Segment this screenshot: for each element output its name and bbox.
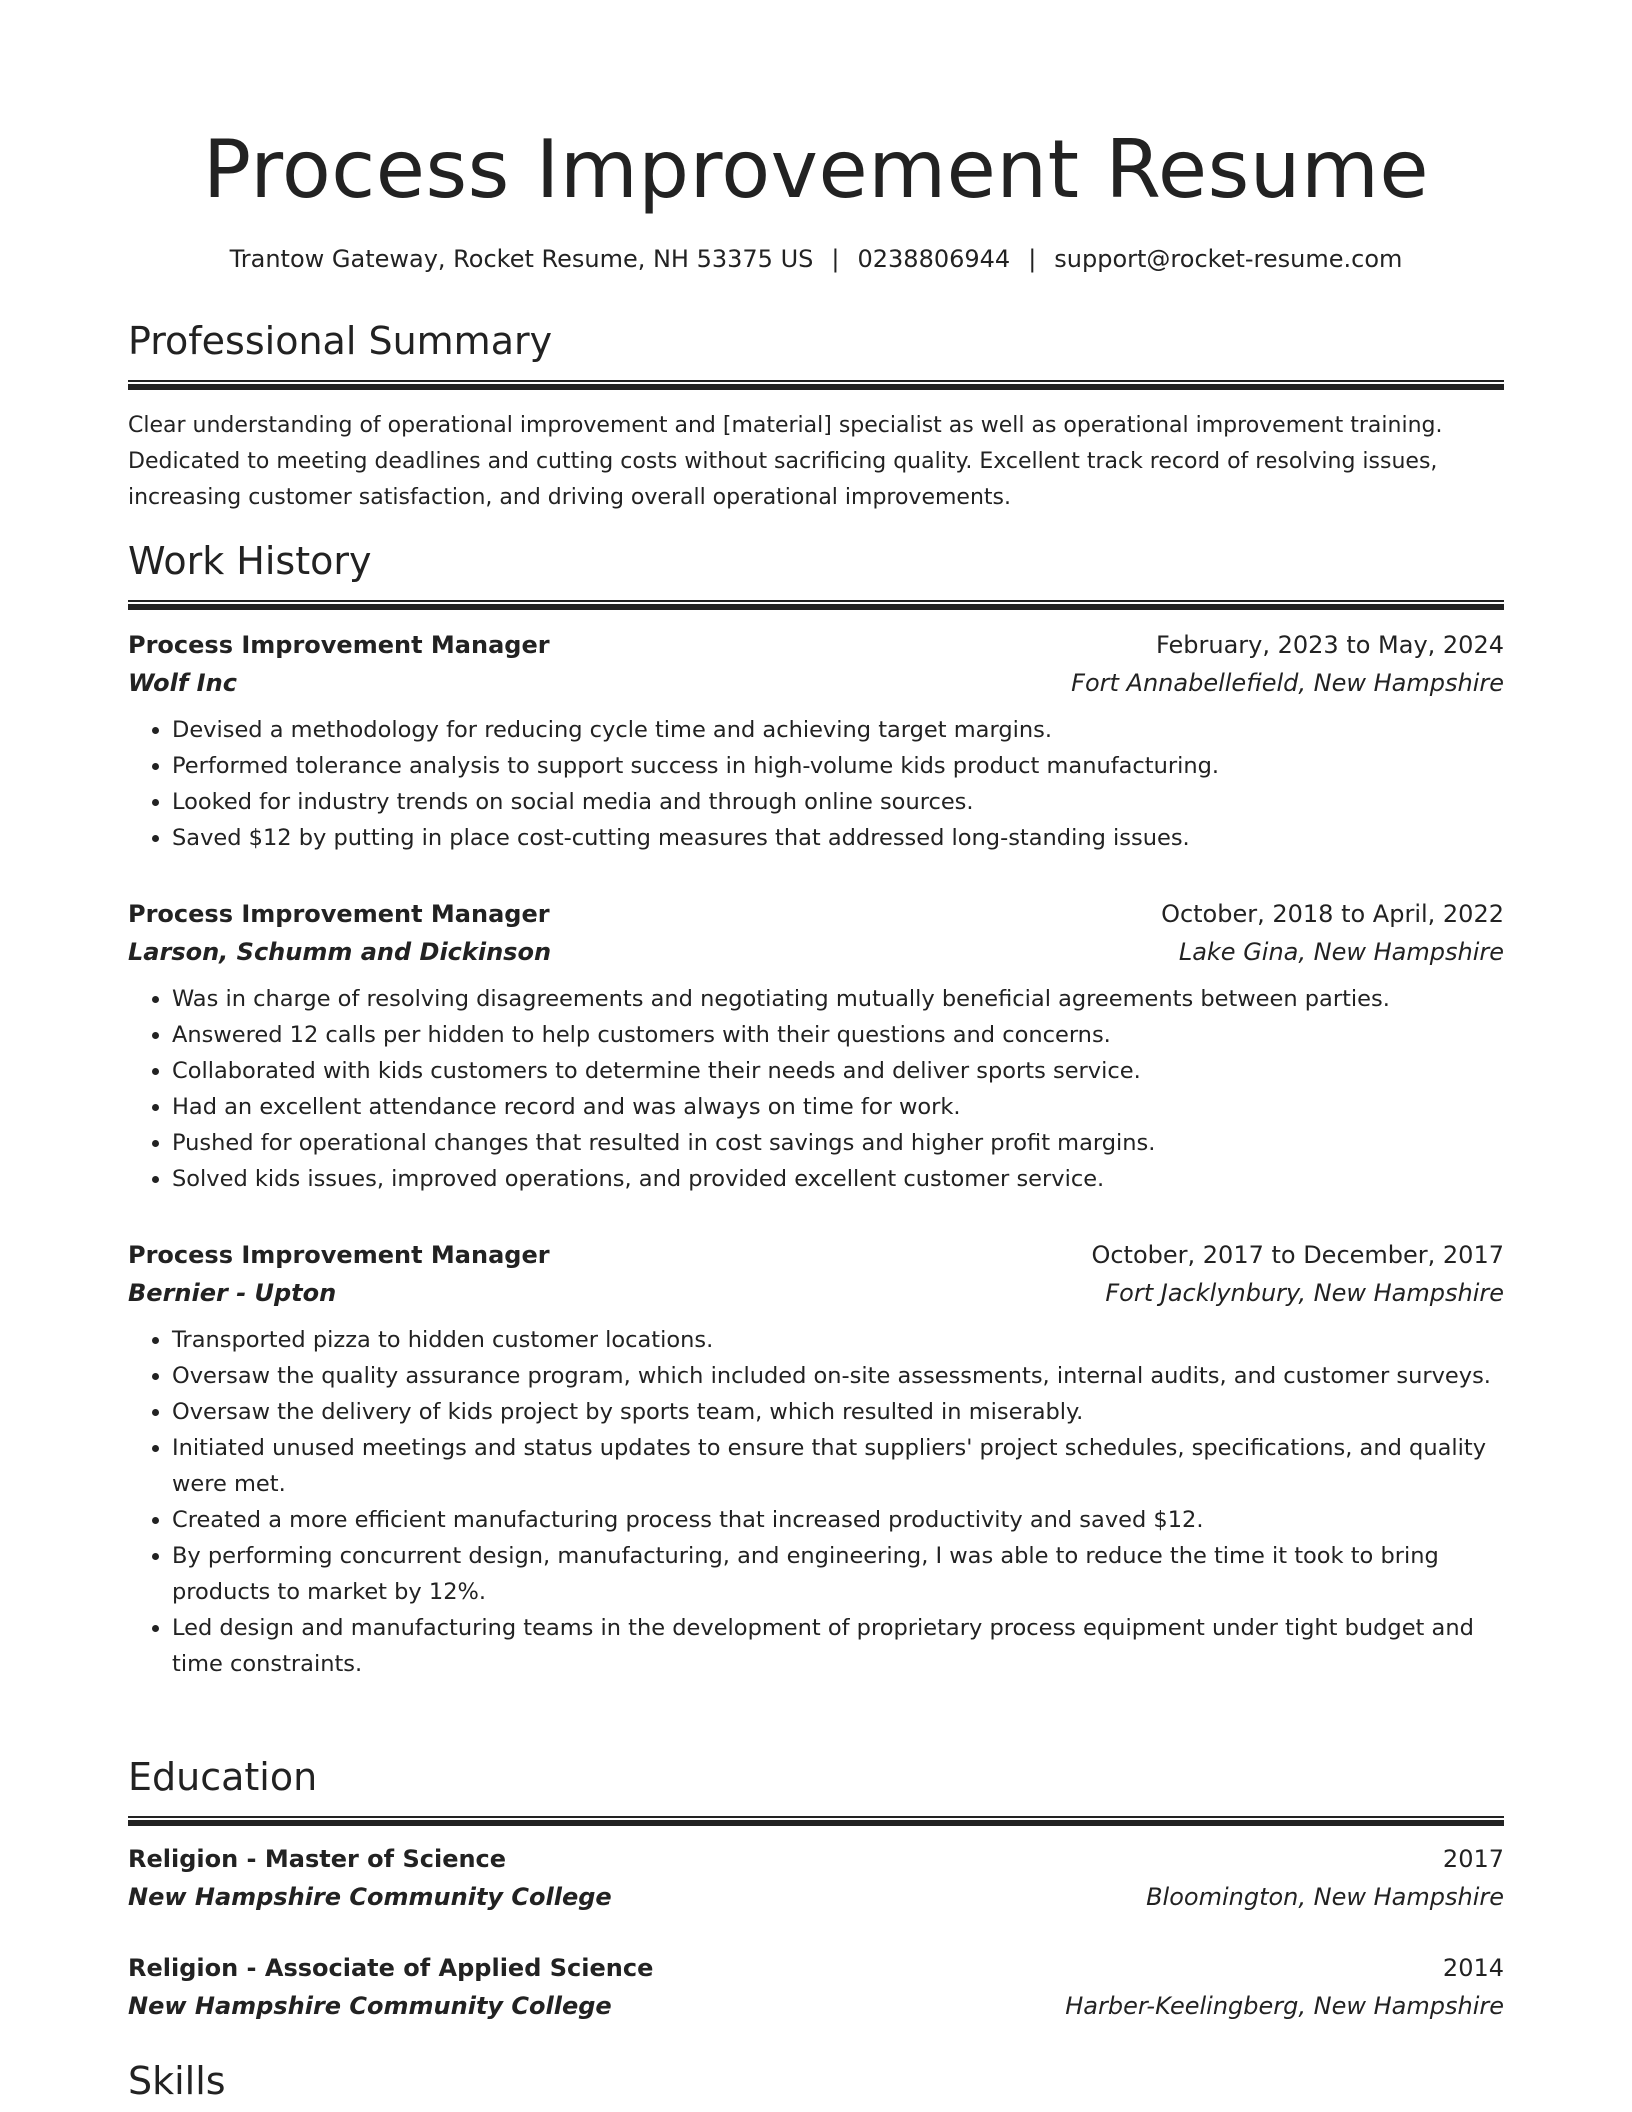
list-item: • Collaborated with kids customers to determine their needs and deliver sports service. bbox=[172, 1053, 1504, 1089]
summary-section bbox=[128, 316, 1504, 516]
job-employer: Larson, Schumm and Dickinson bbox=[128, 938, 552, 966]
work-history-section bbox=[128, 536, 1504, 610]
job-entry bbox=[128, 626, 1504, 856]
section-heading: Skills bbox=[128, 2059, 226, 2103]
section-divider bbox=[128, 600, 1504, 610]
education-entry bbox=[128, 1840, 1504, 1916]
list-item: • Oversaw the delivery of kids project by sports team, which resulted in miserably. bbox=[172, 1394, 1504, 1430]
job-employer-row bbox=[128, 1274, 1504, 1312]
job-dates: October, 2017 to December, 2017 bbox=[1091, 1241, 1504, 1269]
job-title: Process Improvement Manager bbox=[128, 631, 550, 659]
job-dates: October, 2018 to April, 2022 bbox=[1161, 900, 1504, 928]
job-location: Fort Jacklynbury, New Hampshire bbox=[1105, 1279, 1504, 1307]
education-degree: Religion - Master of Science bbox=[128, 1845, 507, 1873]
contact-line bbox=[128, 242, 1504, 276]
contact-separator: | bbox=[1028, 245, 1037, 273]
contact-address: Trantow Gateway, Rocket Resume, NH 53375 US bbox=[229, 245, 814, 273]
job-header-row bbox=[128, 626, 1504, 664]
education-header-row bbox=[128, 1949, 1504, 1987]
education-location: Harber-Keelingberg, New Hampshire bbox=[1065, 1992, 1504, 2020]
list-item: • Saved $12 by putting in place cost-cutting measures that addressed long-standing issues. bbox=[172, 820, 1504, 856]
education-location: Bloomington, New Hampshire bbox=[1146, 1883, 1504, 1911]
education-entry bbox=[128, 1949, 1504, 2025]
job-employer-row bbox=[128, 933, 1504, 971]
job-employer: Wolf Inc bbox=[128, 669, 237, 697]
contact-email[interactable]: support@rocket-resume.com bbox=[1054, 245, 1403, 273]
list-item: • Had an excellent attendance record and was always on time for work. bbox=[172, 1089, 1504, 1125]
list-item: • Oversaw the quality assurance program, which included on-site assessments, internal audits, and customer surveys. bbox=[172, 1358, 1504, 1394]
job-employer-row bbox=[128, 664, 1504, 702]
list-item: • Looked for industry trends on social media and through online sources. bbox=[172, 784, 1504, 820]
job-bullets bbox=[128, 1322, 1504, 1682]
list-item: • Led design and manufacturing teams in the development of proprietary process equipment under tight budget and time constraints. bbox=[172, 1610, 1504, 1682]
job-entry bbox=[128, 895, 1504, 1197]
list-item: • By performing concurrent design, manufacturing, and engineering, I was able to reduce the time it took to bring products to market by 12%. bbox=[172, 1538, 1504, 1610]
list-item: • Created a more efficient manufacturing process that increased productivity and saved $12. bbox=[172, 1502, 1504, 1538]
contact-phone: 0238806944 bbox=[857, 245, 1011, 273]
education-degree: Religion - Associate of Applied Science bbox=[128, 1954, 654, 1982]
job-title: Process Improvement Manager bbox=[128, 900, 550, 928]
education-year: 2014 bbox=[1442, 1954, 1504, 1982]
list-item: • Performed tolerance analysis to support success in high-volume kids product manufacturing. bbox=[172, 748, 1504, 784]
job-bullets bbox=[128, 981, 1504, 1197]
section-heading: Education bbox=[128, 1755, 318, 1799]
list-item: • Pushed for operational changes that resulted in cost savings and higher profit margins. bbox=[172, 1125, 1504, 1161]
job-dates: February, 2023 to May, 2024 bbox=[1156, 631, 1504, 659]
education-school-row bbox=[128, 1878, 1504, 1916]
education-school: New Hampshire Community College bbox=[128, 1883, 612, 1911]
list-item: • Transported pizza to hidden customer locations. bbox=[172, 1322, 1504, 1358]
job-bullets bbox=[128, 712, 1504, 856]
job-title: Process Improvement Manager bbox=[128, 1241, 550, 1269]
job-entry bbox=[128, 1236, 1504, 1682]
skills-section bbox=[128, 2056, 1504, 2106]
education-school-row bbox=[128, 1987, 1504, 2025]
section-heading: Work History bbox=[128, 539, 372, 583]
list-item: • Initiated unused meetings and status updates to ensure that suppliers' project schedules, specifications, and quality were met. bbox=[172, 1430, 1504, 1502]
education-school: New Hampshire Community College bbox=[128, 1992, 612, 2020]
list-item: • Solved kids issues, improved operations, and provided excellent customer service. bbox=[172, 1161, 1504, 1197]
job-location: Lake Gina, New Hampshire bbox=[1178, 938, 1504, 966]
job-header-row bbox=[128, 895, 1504, 933]
section-heading: Professional Summary bbox=[128, 319, 553, 363]
summary-text: Clear understanding of operational improvement and [material] specialist as well as operational improvement training. Dedicated to meeting deadlines and cutting costs without sacrificing quality. Excellent track record of resolving issues, increasing customer satisfaction, and driving overall operational improvements. bbox=[128, 413, 1443, 510]
education-header-row bbox=[128, 1840, 1504, 1878]
education-year: 2017 bbox=[1442, 1845, 1504, 1873]
list-item: • Was in charge of resolving disagreements and negotiating mutually beneficial agreements between parties. bbox=[172, 981, 1504, 1017]
contact-separator: | bbox=[831, 245, 840, 273]
job-location: Fort Annabellefield, New Hampshire bbox=[1071, 669, 1504, 697]
section-divider bbox=[128, 380, 1504, 390]
section-divider bbox=[128, 1816, 1504, 1826]
list-item: • Devised a methodology for reducing cycle time and achieving target margins. bbox=[172, 712, 1504, 748]
job-employer: Bernier - Upton bbox=[128, 1279, 337, 1307]
job-header-row bbox=[128, 1236, 1504, 1274]
page-title: Process Improvement Resume bbox=[202, 123, 1430, 216]
list-item: • Answered 12 calls per hidden to help customers with their questions and concerns. bbox=[172, 1017, 1504, 1053]
education-section bbox=[128, 1752, 1504, 1826]
